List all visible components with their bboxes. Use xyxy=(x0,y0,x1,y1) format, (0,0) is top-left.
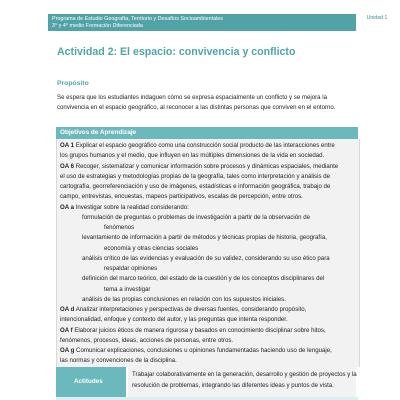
attitudes-row xyxy=(56,367,358,397)
objective-line xyxy=(82,296,286,303)
objective-text: definición del marco teórico, del estado de la cuestión y de los conceptos disciplinares del xyxy=(82,275,325,283)
program-level: 3° y 4° medio Formación Diferenciada xyxy=(52,23,143,29)
objective-line xyxy=(104,286,150,293)
objective-line xyxy=(60,347,332,354)
objective-code: OA 1 xyxy=(60,142,74,149)
objective-line xyxy=(60,152,324,159)
objective-code: OA d xyxy=(60,306,75,313)
objective-line xyxy=(60,193,303,200)
objective-text: intencionalidad, enfoque y contexto del autor, y las preguntas que intenta responder. xyxy=(60,316,288,324)
objective-text: Explicar el espacio geográfico como una construcción social producto de las interacciones entre xyxy=(74,142,335,149)
objective-text: análisis crítico de las evidencias y evaluación de su validez, considerando su uso ético para xyxy=(82,254,330,262)
attitudes-line-1: Trabajar colaborativamente en la generación, desarrollo y gestión de proyectos y la xyxy=(132,371,357,378)
purpose-paragraph xyxy=(57,93,362,114)
objective-text: el uso de estrategias y metodologías propias de la geografía, tales como interpretación y análisis de xyxy=(60,172,330,180)
objective-text: Comunicar explicaciones, conclusiones u opiniones fundamentadas haciendo uso de lenguaje, xyxy=(74,347,332,354)
objective-text: levantamiento de información a partir de métodos y técnicas propias de historia, geografía, xyxy=(82,234,327,242)
objective-text: respaldar opiniones xyxy=(104,265,158,272)
objective-line xyxy=(60,163,338,170)
attitudes-line-2: resolución de problemas, integrando las diferentes ideas y puntos de vista. xyxy=(132,382,334,389)
objective-text: tema a investigar xyxy=(104,285,151,293)
document-header xyxy=(0,0,400,30)
objectives-header xyxy=(56,127,358,139)
attitudes-label: Actitudes xyxy=(74,378,103,385)
objective-line xyxy=(82,234,327,241)
objective-line xyxy=(60,306,306,313)
objective-text: los grupos humanos y el medio, que influyen en las múltiples dimensiones de la vida en sociedad. xyxy=(60,152,325,160)
objective-text: análisis de las propias conclusiones en relación con los supuestos iniciales. xyxy=(82,295,286,303)
attitudes-label-cell xyxy=(56,367,126,397)
objective-line xyxy=(60,204,189,211)
objective-text: formulación de preguntas o problemas de investigación a partir de la observación de xyxy=(82,213,310,221)
objective-line xyxy=(60,142,335,149)
unit-badge: Unidad 1 xyxy=(366,15,388,21)
objective-line xyxy=(60,357,177,364)
objective-text: economía y otras ciencias sociales xyxy=(104,244,199,252)
attitudes-text-cell xyxy=(128,367,356,397)
objective-text: las normas y convenciones de la disciplina. xyxy=(60,357,177,365)
objective-line xyxy=(104,245,198,252)
objective-line xyxy=(60,337,233,344)
objective-line xyxy=(60,183,330,190)
objective-text: Analizar interpretaciones y perspectivas de diversas fuentes, considerando propósito, xyxy=(74,306,307,313)
objective-code: OA g xyxy=(60,347,75,354)
objective-text: fenómenos, procesos, ideas, acciones de personas, entre otros. xyxy=(60,336,234,344)
program-title: Programa de Estudio Geografía, Territorio y Desafíos Socioambientales xyxy=(52,16,223,22)
purpose-heading: Propósito xyxy=(57,80,89,87)
purpose-line-2: convivencia en el espacio geográfico, al reconocer a las distintas personas que conviven en el entorno. xyxy=(57,104,336,112)
objective-line xyxy=(60,173,330,180)
objective-line xyxy=(104,224,134,231)
objective-line xyxy=(60,316,288,323)
objective-text: Recoger, sistematizar y comunicar información sobre procesos y dinámicas espaciales, mediante xyxy=(74,162,339,170)
objective-text: campo, entrevistas, encuestas, mapeos participativos, escalas de percepción, entre otros. xyxy=(60,193,303,201)
objective-text: fenómenos xyxy=(104,224,135,231)
objectives-heading: Objetivos de Aprendizaje xyxy=(60,129,137,136)
objective-text: Elaborar juicios éticos de manera rigurosa y basados en conocimiento disciplinar sobre hitos, xyxy=(72,326,326,334)
objective-line xyxy=(104,265,157,272)
objective-text: Investigar sobre la realidad considerando: xyxy=(74,203,189,211)
activity-title: Actividad 2: El espacio: convivencia y conflicto xyxy=(57,46,296,58)
objective-line xyxy=(60,327,326,334)
objective-code: OA 6 xyxy=(60,162,74,170)
objective-code: OA f xyxy=(60,326,73,334)
purpose-line-1: Se espera que los estudiantes indaguen cómo se expresa espacialmente un conflicto y se mejora la xyxy=(57,94,327,101)
objective-line xyxy=(82,214,310,221)
objective-text: cartografía, georreferenciación y uso de imágenes, estadísticas e información geográfica, trabajo de xyxy=(60,183,331,190)
objective-line xyxy=(82,255,330,262)
objective-line xyxy=(82,275,324,282)
objective-code: OA a xyxy=(60,203,74,211)
